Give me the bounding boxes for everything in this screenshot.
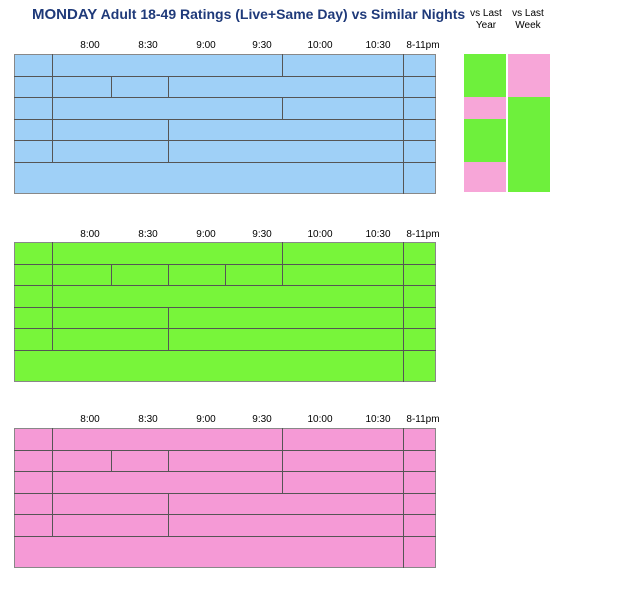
time-header: 8:30 [138,229,158,240]
net-divider [52,428,53,536]
net-divider [52,54,53,162]
show-divider [111,450,112,472]
lw-cell [508,140,550,162]
show-divider [282,264,283,286]
time-header: 10:00 [307,40,333,51]
ly-cell [464,54,506,76]
row-divider [14,307,436,308]
time-header: 8:00 [80,40,100,51]
footer-divider [14,536,436,537]
time-header: 8:30 [138,40,158,51]
footer-divider [14,162,436,163]
show-divider [168,307,169,329]
show-divider [168,140,169,162]
show-divider [168,76,169,98]
show-divider [225,264,226,286]
time-header: 9:00 [196,229,216,240]
ly-cell [464,119,506,141]
time-header: 10:30 [365,40,391,51]
row-divider [14,471,436,472]
show-divider [168,119,169,141]
show-divider [282,471,283,493]
show-divider [282,97,283,119]
show-divider [168,264,169,286]
show-divider [168,450,169,472]
row-divider [14,514,436,515]
row-divider [14,76,436,77]
lw-cell [508,76,550,98]
footer-divider [14,350,436,351]
lw-cell [508,162,550,192]
page-title [32,6,465,23]
show-divider [282,242,283,264]
vs-last-year-header-2: Year [475,20,497,31]
time-header: 9:30 [252,229,272,240]
ly-cell [464,76,506,98]
row-divider [14,285,436,286]
time-header: 8:00 [80,229,100,240]
show-divider [168,328,169,350]
vs-last-week-header: vs Last [512,8,544,19]
show-divider [282,428,283,450]
ly-cell [464,162,506,192]
time-header: 8-11pm [406,40,440,51]
row-divider [14,450,436,451]
time-header: 8:00 [80,414,100,425]
row-divider [14,493,436,494]
row-divider [14,119,436,120]
row-divider [14,140,436,141]
time-header: 10:00 [307,414,333,425]
time-header: 10:30 [365,229,391,240]
ly-cell [464,140,506,162]
net-divider [52,242,53,350]
time-header: 10:30 [365,414,391,425]
time-header: 9:30 [252,40,272,51]
time-header: 9:00 [196,414,216,425]
time-header: 8-11pm [406,229,440,240]
row-divider [14,328,436,329]
ly-cell [464,97,506,119]
time-header: 9:00 [196,40,216,51]
show-divider [168,514,169,536]
show-divider [111,264,112,286]
row-divider [14,97,436,98]
show-divider [111,76,112,98]
lw-cell [508,97,550,119]
show-divider [168,493,169,515]
lw-cell [508,54,550,76]
show-divider [282,450,283,472]
time-header: 10:00 [307,229,333,240]
time-header: 8:30 [138,414,158,425]
lw-cell [508,119,550,141]
title-rest: Adult 18-49 Ratings (Live+Same Day) vs Similar Nights [97,6,466,22]
time-header: 8-11pm [406,414,440,425]
show-divider [282,54,283,76]
vs-last-week-header-2: Week [515,20,541,31]
time-header: 9:30 [252,414,272,425]
title-lead: MONDAY [32,6,98,23]
vs-last-year-header: vs Last [470,8,502,19]
